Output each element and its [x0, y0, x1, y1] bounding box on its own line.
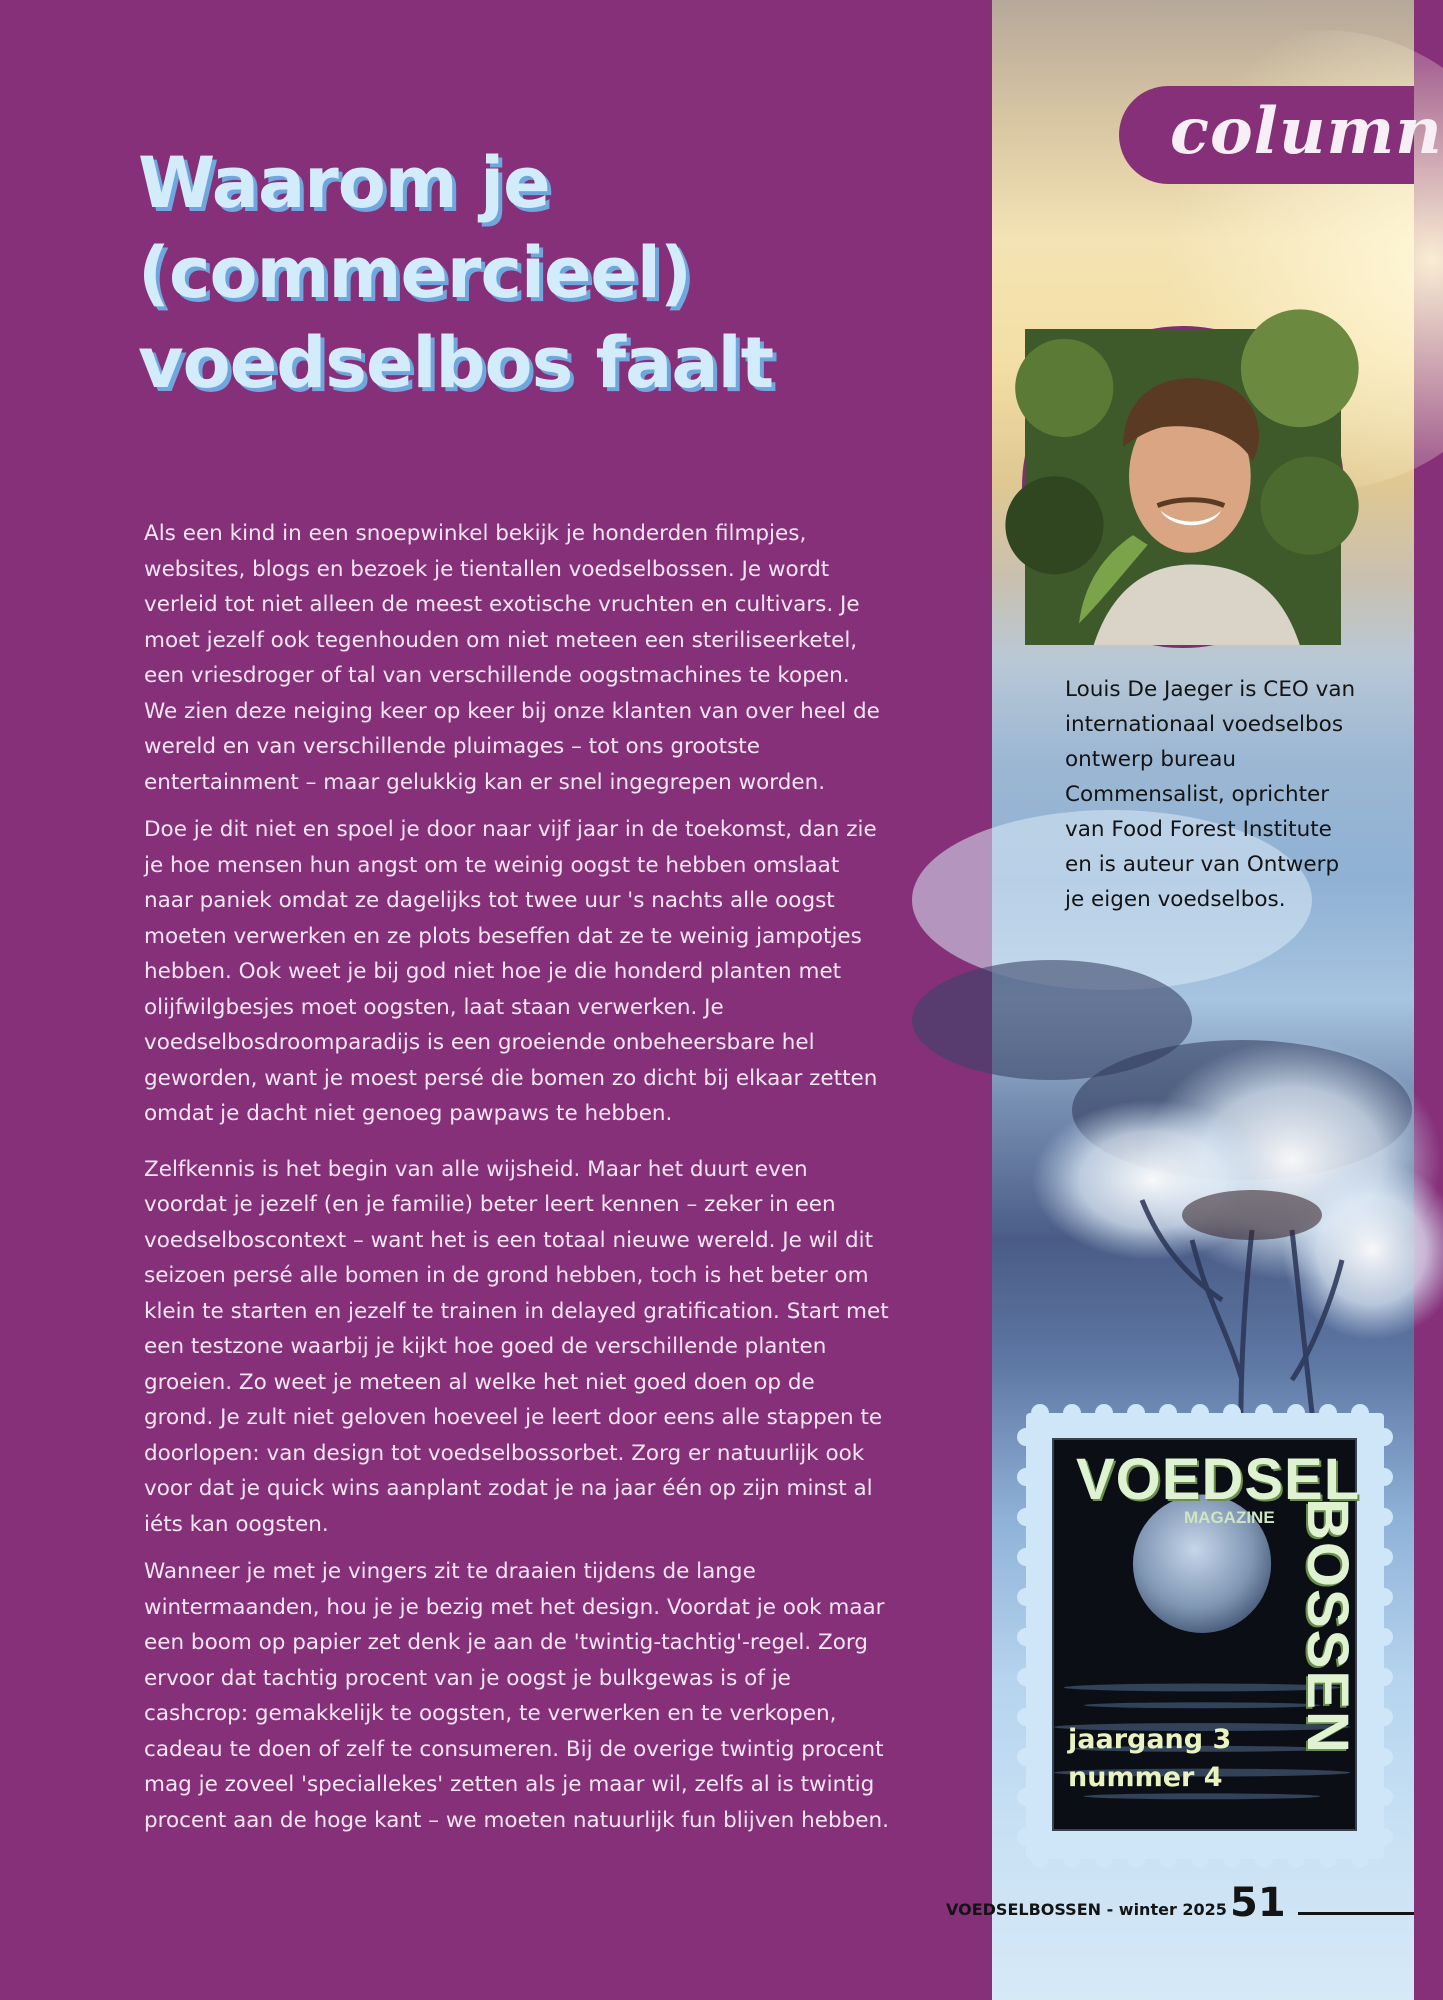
- cover-title-horizontal: VOEDSEL: [1076, 1447, 1361, 1512]
- cover-issue: nummer 4: [1068, 1762, 1223, 1793]
- title-line-1: Waarom je: [138, 142, 550, 224]
- cover-volume: jaargang 3: [1068, 1724, 1232, 1755]
- cover-subtitle: MAGAZINE: [1184, 1508, 1275, 1527]
- author-portrait: [1022, 326, 1344, 648]
- author-bio: Louis De Jaeger is CEO van internationaal voedselbos ontwerp bureau Commensalist, oprichter van Food Forest Institute en is auteur van Ontwerp je eigen voedselbos.: [1065, 677, 1356, 912]
- article-title: [138, 138, 858, 408]
- footer-label: VOEDSELBOSSEN - winter 2025: [946, 1900, 1227, 1919]
- title-line-3: voedselbos faalt: [138, 322, 774, 404]
- page-number: 51: [1230, 1880, 1286, 1926]
- body-paragraph: Doe je dit niet en spoel je door naar vijf jaar in de toekomst, dan zie je hoe mensen hun angst om te weinig oogst te hebben omslaat naar paniek omdat ze dagelijks tot twee uur 's nachts alle oogst moeten verwerken en ze plots beseffen dat ze te weinig jampotjes hebben. Ook weet je bij god niet hoe je die honderd planten met olijfwilgbesjes moet oogsten, laat staan verwerken. Je voedselbosdroomparadijs is een groeiende onbeheersbare hel geworden, want je moest persé die bomen zo dicht bij elkaar zetten omdat je dacht niet genoeg pawpaws te hebben.: [144, 817, 878, 1126]
- magazine-cover: [1052, 1438, 1361, 1831]
- title-line-2: (commercieel): [138, 232, 691, 314]
- body-paragraph: Zelfkennis is het begin van alle wijsheid. Maar het duurt even voordat je jezelf (en je familie) beter leert kennen – zeker in een voedselboscontext – want het is een totaal nieuwe wereld. Je wil dit seizoen persé alle bomen in de grond hebben, toch is het beter om klein te starten en jezelf te trainen in delayed gratification. Start met een testzone waarbij je kijkt hoe goed de verschillende planten groeien. Zo weet je meteen al welke het niet goed doen op de grond. Je zult niet geloven hoeveel je leert door eens alle stappen te doorlopen: van design tot voedselbossorbet. Zorg er natuurlijk ook voor dat je quick wins aanplant zodat je na jaar één op zijn minst al iéts kan oogsten.: [144, 1156, 889, 1537]
- body-paragraph: Als een kind in een snoepwinkel bekijk je honderden filmpjes, websites, blogs en bezoek je tientallen voedselbossen. Je wordt verleid tot niet alleen de meest exotische vruchten en cultivars. Je moet jezelf ook tegenhouden om niet meteen een steriliseerketel, een vriesdroger of tal van verschillende oogstmachines te kopen. We zien deze neiging keer op keer bij onze klanten van over heel de wereld en van verschillende pluimages – tot ons grootste entertainment – maar gelukkig kan er snel ingegrepen worden.: [144, 521, 880, 795]
- author-photo: [1025, 329, 1341, 645]
- section-tab-label: column: [1170, 94, 1443, 169]
- body-paragraph: Wanneer je met je vingers zit te draaien tijdens de lange wintermaanden, hou je je bezig met het design. Voordat je ook maar een boom op papier zet denk je aan de 'twintig-tachtig'-regel. Zorg ervoor dat tachtig procent van je oogst je bulkgewas is of je cashcrop: gemakkelijk te oogsten, te verwerken en te verkopen, cadeau te doen of zelf te consumeren. Bij de overige twintig procent mag je zoveel 'speciallekes' zetten als je maar wil, zelfs al is twintig procent aan de hoge kant – we moeten natuurlijk fun blijven hebben.: [144, 1559, 889, 1833]
- footer-divider: [1298, 1912, 1414, 1915]
- article-body: [144, 516, 889, 1850]
- cover-title-vertical: BOSSEN: [1295, 1498, 1360, 1755]
